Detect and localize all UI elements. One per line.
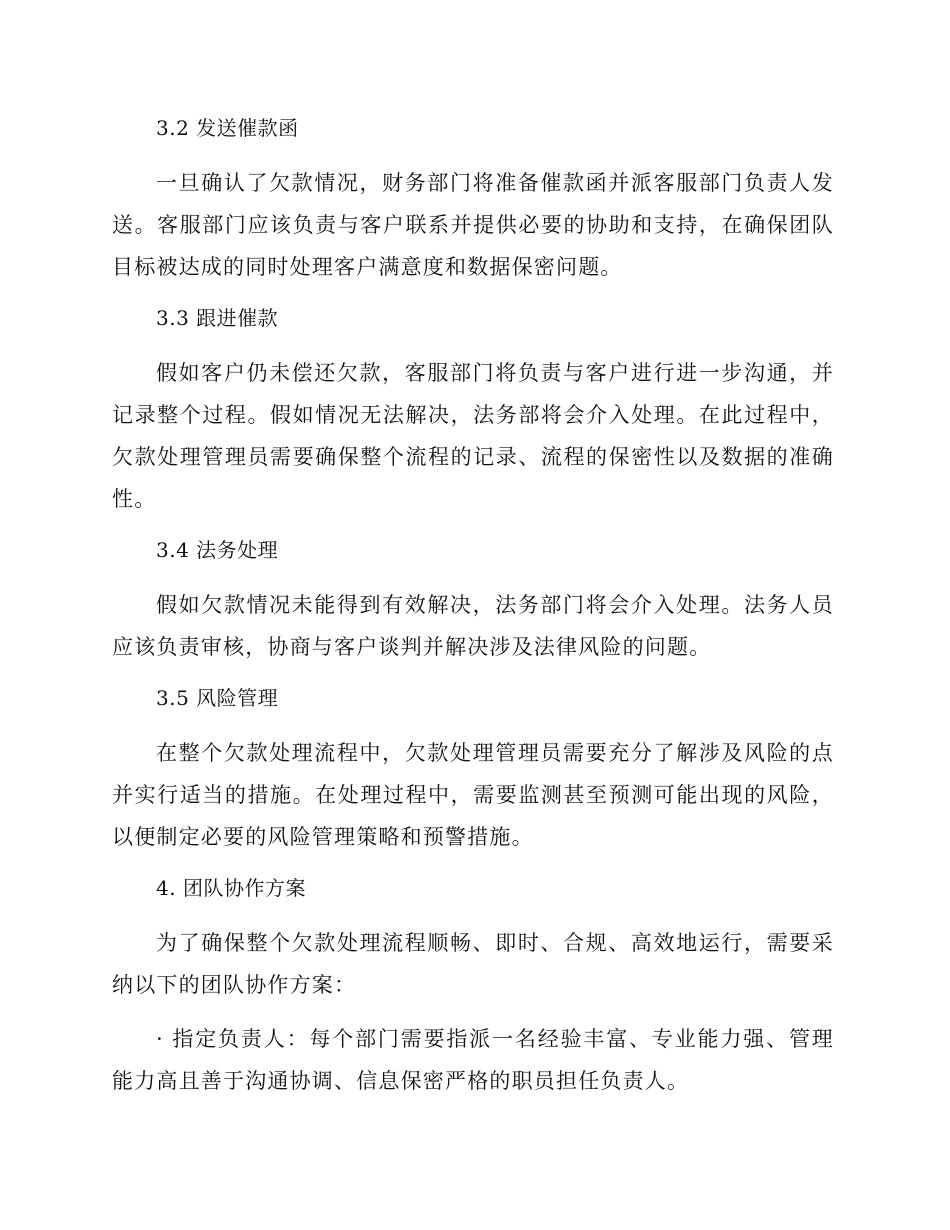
section-3-2 — [112, 110, 834, 288]
section-heading: 4. 团队协作方案 — [156, 876, 306, 900]
section-3-4 — [112, 532, 834, 668]
section-paragraph: 为了确保整个欠款处理流程顺畅、即时、合规、高效地运行，需要采纳以下的团队协作方案： — [112, 931, 834, 997]
section-paragraph: 在整个欠款处理流程中，欠款处理管理员需要充分了解涉及风险的点并实行适当的措施。在处理过程中，需要监测甚至预测可能出现的风险，以便制定必要的风险管理策略和预警措施。 — [112, 741, 834, 849]
section-paragraph: 假如欠款情况未能得到有效解决，法务部门将会介入处理。法务人员应该负责审核，协商与客户谈判并解决涉及法律风险的问题。 — [112, 593, 834, 659]
section-paragraph: 一旦确认了欠款情况，财务部门将准备催款函并派客服部门负责人发送。客服部门应该负责与客户联系并提供必要的协助和支持，在确保团队目标被达成的同时处理客户满意度和数据保密问题。 — [112, 171, 834, 279]
document-page — [112, 110, 834, 1102]
section-4 — [112, 870, 834, 1102]
section-heading: 3.5 风险管理 — [156, 686, 279, 710]
section-heading: 3.2 发送催款函 — [156, 116, 299, 140]
bullet-item-designate-owner: · 指定负责人：每个部门需要指派一名经验丰富、专业能力强、管理能力高且善于沟通协调、信息保密严格的职员担任负责人。 — [112, 1027, 834, 1093]
section-heading: 3.3 跟进催款 — [156, 306, 279, 330]
section-3-3 — [112, 300, 834, 520]
section-paragraph: 假如客户仍未偿还欠款，客服部门将负责与客户进行进一步沟通，并记录整个过程。假如情况无法解决，法务部将会介入处理。在此过程中，欠款处理管理员需要确保整个流程的记录、流程的保密性以及数据的准确性。 — [112, 361, 834, 511]
section-heading: 3.4 法务处理 — [156, 538, 279, 562]
section-3-5 — [112, 680, 834, 858]
